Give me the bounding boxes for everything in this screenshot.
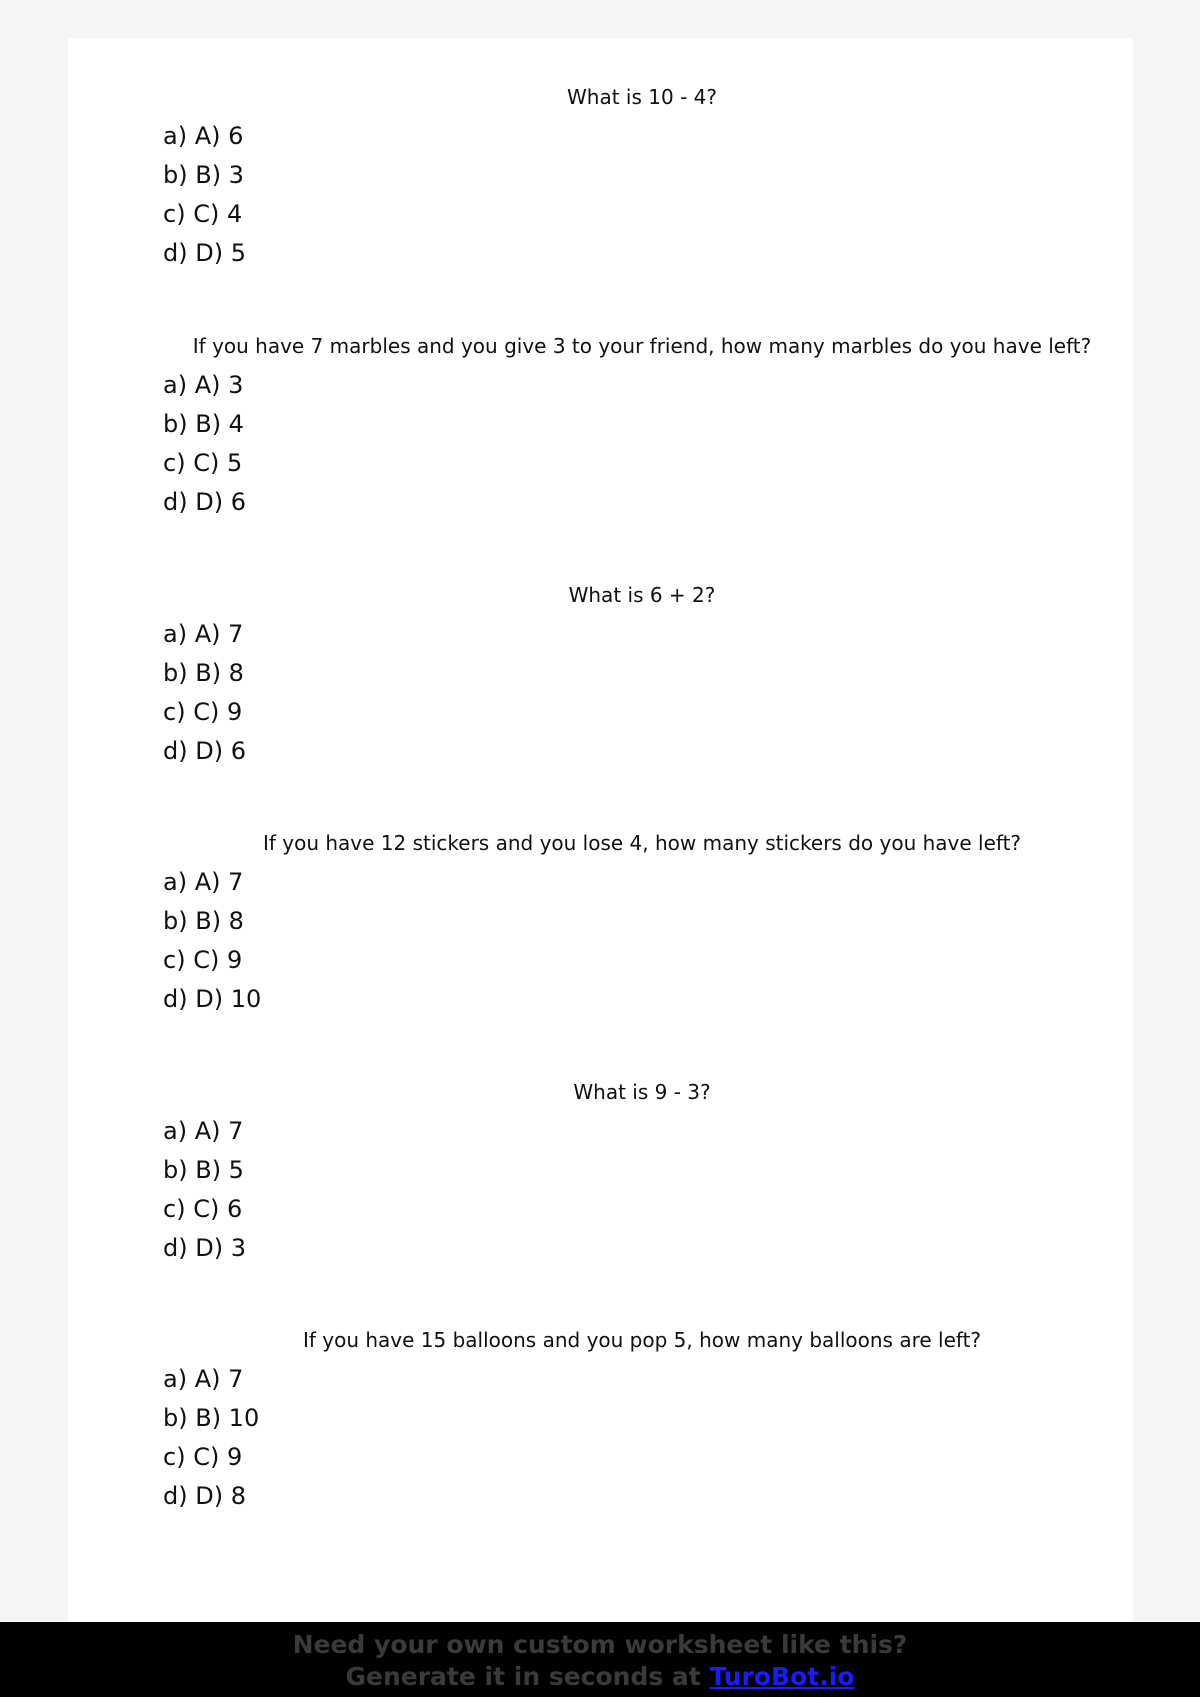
option-c: c) C) 6 [163, 1195, 243, 1223]
option-list [68, 1112, 1133, 1268]
option-list [68, 615, 1133, 771]
option-d: d) D) 3 [163, 1234, 246, 1262]
option-a: a) A) 7 [163, 868, 244, 896]
option-c: c) C) 9 [163, 698, 243, 726]
option-b: b) B) 8 [163, 659, 244, 687]
question-2 [68, 334, 1133, 522]
option-list [68, 1360, 1133, 1516]
promo-line-1: Need your own custom worksheet like this? [292, 1630, 908, 1659]
question-text: What is 9 - 3? [573, 1080, 711, 1104]
option-d: d) D) 10 [163, 985, 262, 1013]
option-c: c) C) 5 [163, 449, 243, 477]
option-list [68, 863, 1133, 1019]
worksheet-page [68, 38, 1133, 1628]
option-a: a) A) 7 [163, 1365, 244, 1393]
option-a: a) A) 7 [163, 1117, 244, 1145]
option-b: b) B) 8 [163, 907, 244, 935]
question-text: What is 6 + 2? [568, 583, 716, 607]
option-b: b) B) 4 [163, 410, 244, 438]
option-c: c) C) 4 [163, 200, 243, 228]
question-1 [68, 85, 1133, 273]
option-d: d) D) 8 [163, 1482, 246, 1510]
turobot-link[interactable]: TuroBot.io [709, 1662, 855, 1691]
promo-line-2-text: Generate it in seconds at [345, 1662, 710, 1691]
question-text: If you have 15 balloons and you pop 5, how many balloons are left? [302, 1328, 982, 1352]
option-a: a) A) 7 [163, 620, 244, 648]
promo-line-2 [0, 1661, 1200, 1693]
option-list [68, 366, 1133, 522]
question-5 [68, 1080, 1133, 1268]
promo-banner [0, 1622, 1200, 1697]
question-text: If you have 12 stickers and you lose 4, how many stickers do you have left? [262, 831, 1022, 855]
option-b: b) B) 5 [163, 1156, 244, 1184]
question-6 [68, 1328, 1133, 1516]
option-c: c) C) 9 [163, 946, 243, 974]
option-d: d) D) 6 [163, 488, 246, 516]
option-a: a) A) 6 [163, 122, 244, 150]
option-c: c) C) 9 [163, 1443, 243, 1471]
option-a: a) A) 3 [163, 371, 244, 399]
question-4 [68, 831, 1133, 1019]
option-d: d) D) 5 [163, 239, 246, 267]
option-d: d) D) 6 [163, 737, 246, 765]
option-b: b) B) 3 [163, 161, 244, 189]
question-text: If you have 7 marbles and you give 3 to your friend, how many marbles do you have left? [192, 334, 1092, 358]
option-list [68, 117, 1133, 273]
question-text: What is 10 - 4? [567, 85, 717, 109]
question-3 [68, 583, 1133, 771]
option-b: b) B) 10 [163, 1404, 260, 1432]
